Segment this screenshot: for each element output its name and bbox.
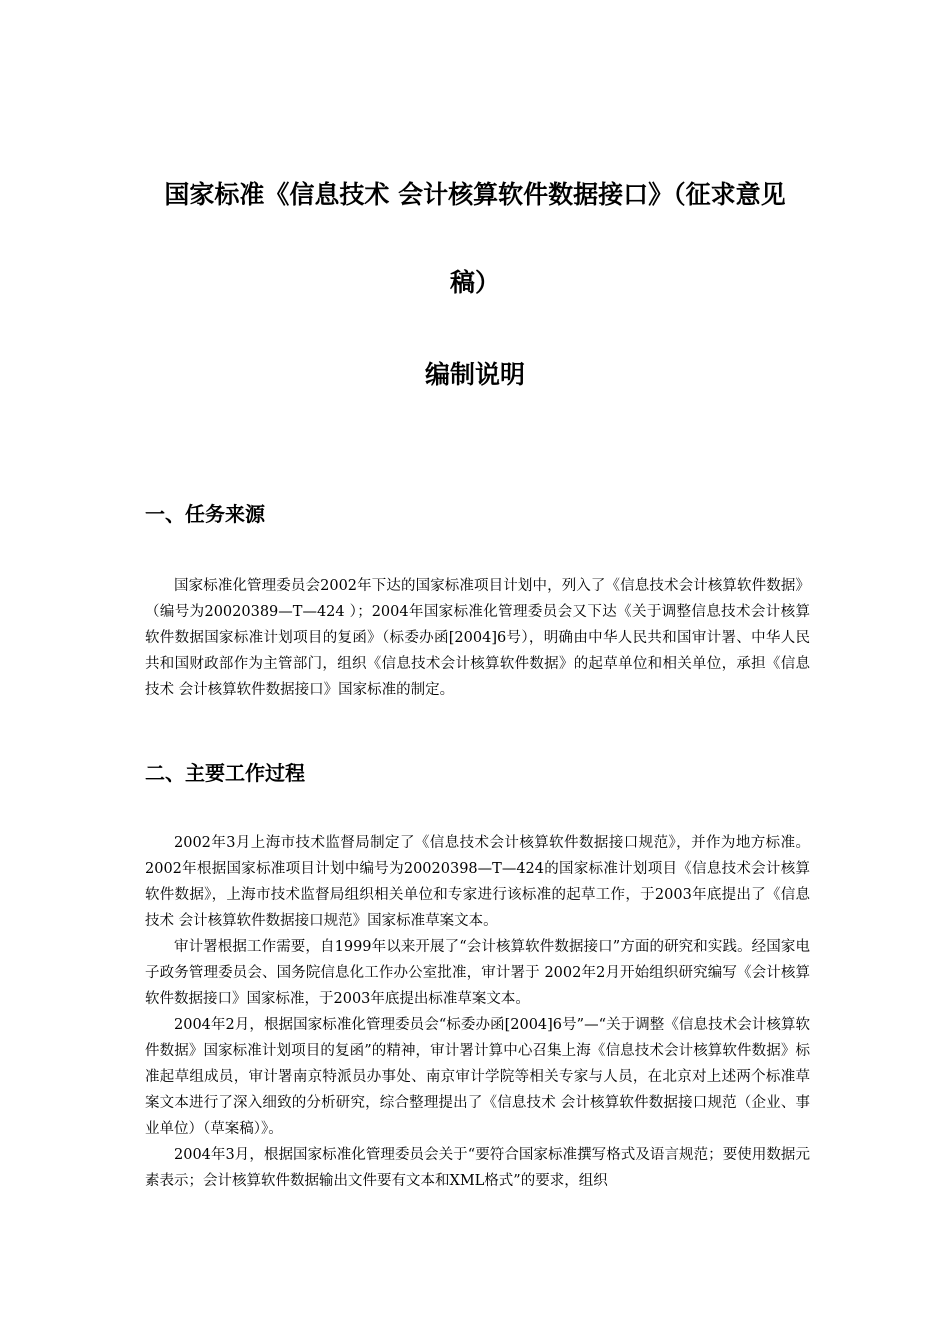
paragraph: 2004年2月，根据国家标准化管理委员会“标委办函[2004]6号”—“关于调整《信息技术会计核算软件数据》国家标准计划项目的复函”的精神，审计署计算中心召集上海《信息技术会计核算软件数据》标准起草组成员，审计署南京特派员办事处、南京审计学院等相关专家与人员，在北京对上述两个标准草案文本进行了深入细致的分析研究，综合整理提出了《信息技术 会计核算软件数据接口规范（企业、事业单位）（草案稿）》。: [145, 1017, 810, 1137]
document-subtitle: 编制说明: [424, 360, 525, 389]
section-heading-work-process: 二、主要工作过程: [145, 761, 305, 785]
section-body-task-source: [145, 573, 810, 703]
document-title-line-1: 国家标准《信息技术 会计核算软件数据接口》（征求意见: [164, 180, 786, 209]
section-body-work-process: [145, 830, 810, 1194]
paragraph: 国家标准化管理委员会2002年下达的国家标准项目计划中，列入了《信息技术会计核算软件数据》（编号为20020389—T—424 ）；2004年国家标准化管理委员会又下达《关于调整信息技术会计核算软件数据国家标准计划项目的复函》（标委办函[2004]6号），明确由中华人民共和国审计署、中华人民共和国财政部作为主管部门，组织《信息技术会计核算软件数据》的起草单位和相关单位，承担《信息技术 会计核算软件数据接口》国家标准的制定。: [145, 578, 810, 698]
paragraph: 2002年3月上海市技术监督局制定了《信息技术会计核算软件数据接口规范》，并作为地方标准。2002年根据国家标准项目计划中编号为20020398—T—424的国家标准计划项目《信息技术会计核算软件数据》，上海市技术监督局组织相关单位和专家进行该标准的起草工作，于2003年底提出了《信息技术 会计核算软件数据接口规范》国家标准草案文本。: [145, 835, 810, 929]
paragraph: 审计署根据工作需要，自1999年以来开展了“会计核算软件数据接口”方面的研究和实践。经国家电子政务管理委员会、国务院信息化工作办公室批准，审计署于 2002年2月开始组织研究编写《会计核算软件数据接口》国家标准，于2003年底提出标准草案文本。: [145, 939, 810, 1007]
section-heading-task-source: 一、任务来源: [145, 502, 265, 526]
document-title-line-2: 稿）: [449, 268, 500, 297]
paragraph: 2004年3月，根据国家标准化管理委员会关于“要符合国家标准撰写格式及语言规范；要使用数据元素表示；会计核算软件数据输出文件要有文本和XML格式”的要求，组织: [145, 1147, 810, 1189]
